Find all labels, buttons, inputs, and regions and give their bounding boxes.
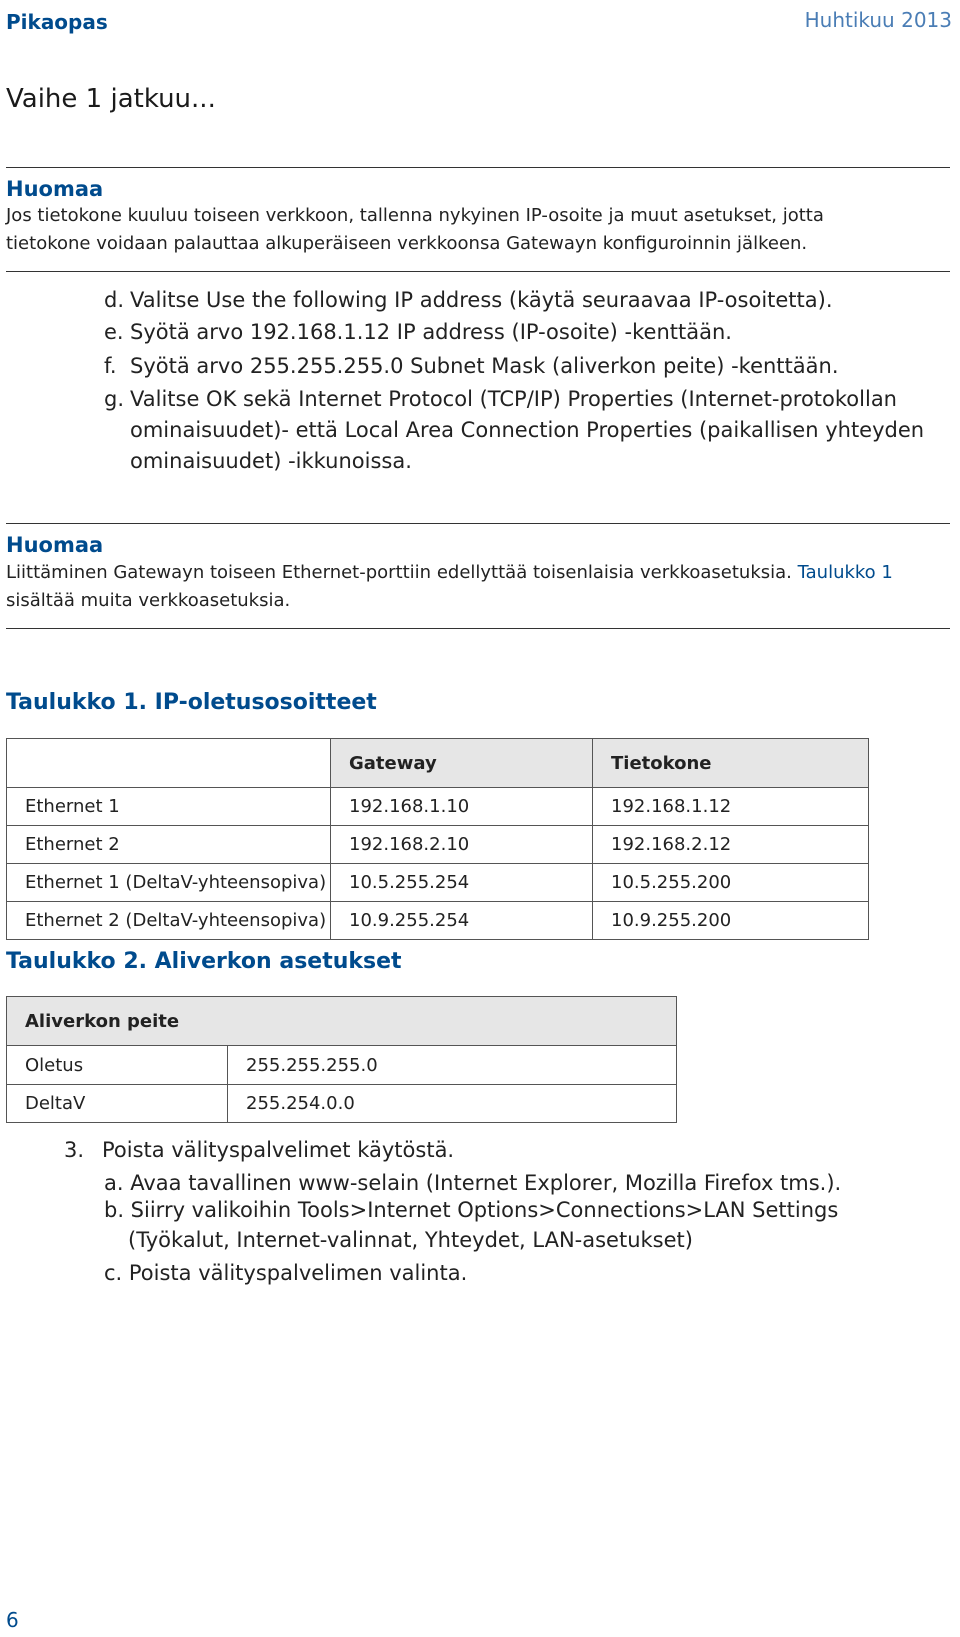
step-3b-continuation: (Työkalut, Internet-valinnat, Yhteydet, LAN-asetukset)	[128, 1228, 693, 1252]
divider	[6, 628, 950, 629]
table-cell: 10.5.255.200	[593, 864, 869, 902]
note-title: Huomaa	[6, 177, 104, 201]
table-cell: 10.9.255.254	[331, 902, 593, 940]
step-g	[104, 387, 897, 411]
divider	[6, 523, 950, 524]
step-text: Poista välityspalvelimet käytöstä.	[102, 1138, 455, 1162]
step-label: f.	[104, 354, 117, 378]
divider	[6, 167, 950, 168]
header-doc-title: Pikaopas	[6, 10, 108, 34]
step-label: g.	[104, 387, 125, 411]
table-cell: Ethernet 1 (DeltaV-yhteensopiva)	[7, 864, 331, 902]
table-row	[7, 788, 869, 826]
table-cell: 192.168.1.10	[331, 788, 593, 826]
step-label: 3.	[64, 1138, 85, 1162]
note-title: Huomaa	[6, 533, 104, 557]
note-text	[6, 559, 950, 615]
step-3a: a. Avaa tavallinen www-selain (Internet Explorer, Mozilla Firefox tms.).	[104, 1171, 842, 1195]
table-row	[7, 902, 869, 940]
table-1-link[interactable]: Taulukko 1	[797, 562, 893, 583]
step-e	[104, 320, 732, 344]
step-text: Syötä arvo 255.255.255.0 Subnet Mask (aliverkon peite) -kenttään.	[130, 354, 839, 378]
step-label: d.	[104, 288, 125, 312]
step-text: Valitse OK sekä Internet Protocol (TCP/IP) Properties (Internet-protokollan	[130, 387, 897, 411]
step-d	[104, 288, 833, 312]
table-cell: 255.255.255.0	[228, 1046, 677, 1085]
divider	[6, 271, 950, 272]
step-f	[104, 354, 839, 378]
table-cell: Oletus	[7, 1046, 228, 1085]
step-3b: b. Siirry valikoihin Tools>Internet Options>Connections>LAN Settings	[104, 1198, 839, 1222]
subnet-settings-table	[6, 996, 677, 1123]
table-1-title: Taulukko 1. IP-oletusosoitteet	[6, 690, 377, 715]
table-cell: 192.168.2.10	[331, 826, 593, 864]
table-cell: 192.168.1.12	[593, 788, 869, 826]
note-text-span: Liittäminen Gatewayn toiseen Ethernet-porttiin edellyttää toisenlaisia verkkoasetuksia.	[6, 562, 798, 583]
table-cell: 10.5.255.254	[331, 864, 593, 902]
section-title: Vaihe 1 jatkuu...	[6, 84, 216, 114]
table-cell: 192.168.2.12	[593, 826, 869, 864]
table-header-cell: Aliverkon peite	[7, 997, 677, 1046]
table-row	[7, 826, 869, 864]
ip-defaults-table	[6, 738, 869, 940]
table-header-cell: Tietokone	[593, 739, 869, 788]
step-text: Valitse Use the following IP address (käytä seuraavaa IP-osoitetta).	[130, 288, 833, 312]
note-line: Jos tietokone kuuluu toiseen verkkoon, tallenna nykyinen IP-osoite ja muut asetukset, jotta	[6, 205, 824, 226]
note-line: tietokone voidaan palauttaa alkuperäiseen verkkoonsa Gatewayn konfiguroinnin jälkeen.	[6, 233, 808, 254]
step-label: e.	[104, 320, 124, 344]
table-header-row	[7, 739, 869, 788]
note-line: sisältää muita verkkoasetuksia.	[6, 590, 291, 611]
step-text: Syötä arvo 192.168.1.12 IP address (IP-osoite) -kenttään.	[130, 320, 732, 344]
table-header-row	[7, 997, 677, 1046]
step-g-continuation: ominaisuudet) -ikkunoissa.	[130, 449, 412, 473]
table-2-title: Taulukko 2. Aliverkon asetukset	[6, 949, 402, 974]
table-cell: Ethernet 2 (DeltaV-yhteensopiva)	[7, 902, 331, 940]
table-row	[7, 1085, 677, 1123]
table-cell: 10.9.255.200	[593, 902, 869, 940]
page-number: 6	[6, 1608, 19, 1632]
header-date: Huhtikuu 2013	[804, 8, 952, 32]
table-header-cell: Gateway	[331, 739, 593, 788]
note-line	[6, 559, 950, 587]
table-header-cell	[7, 739, 331, 788]
table-row	[7, 1046, 677, 1085]
table-cell: Ethernet 2	[7, 826, 331, 864]
table-cell: 255.254.0.0	[228, 1085, 677, 1123]
note-text	[6, 202, 950, 258]
step-3c: c. Poista välityspalvelimen valinta.	[104, 1261, 468, 1285]
table-cell: Ethernet 1	[7, 788, 331, 826]
step-3	[64, 1138, 454, 1162]
table-row	[7, 864, 869, 902]
table-cell: DeltaV	[7, 1085, 228, 1123]
step-g-continuation: ominaisuudet)- että Local Area Connection Properties (paikallisen yhteyden	[130, 418, 925, 442]
